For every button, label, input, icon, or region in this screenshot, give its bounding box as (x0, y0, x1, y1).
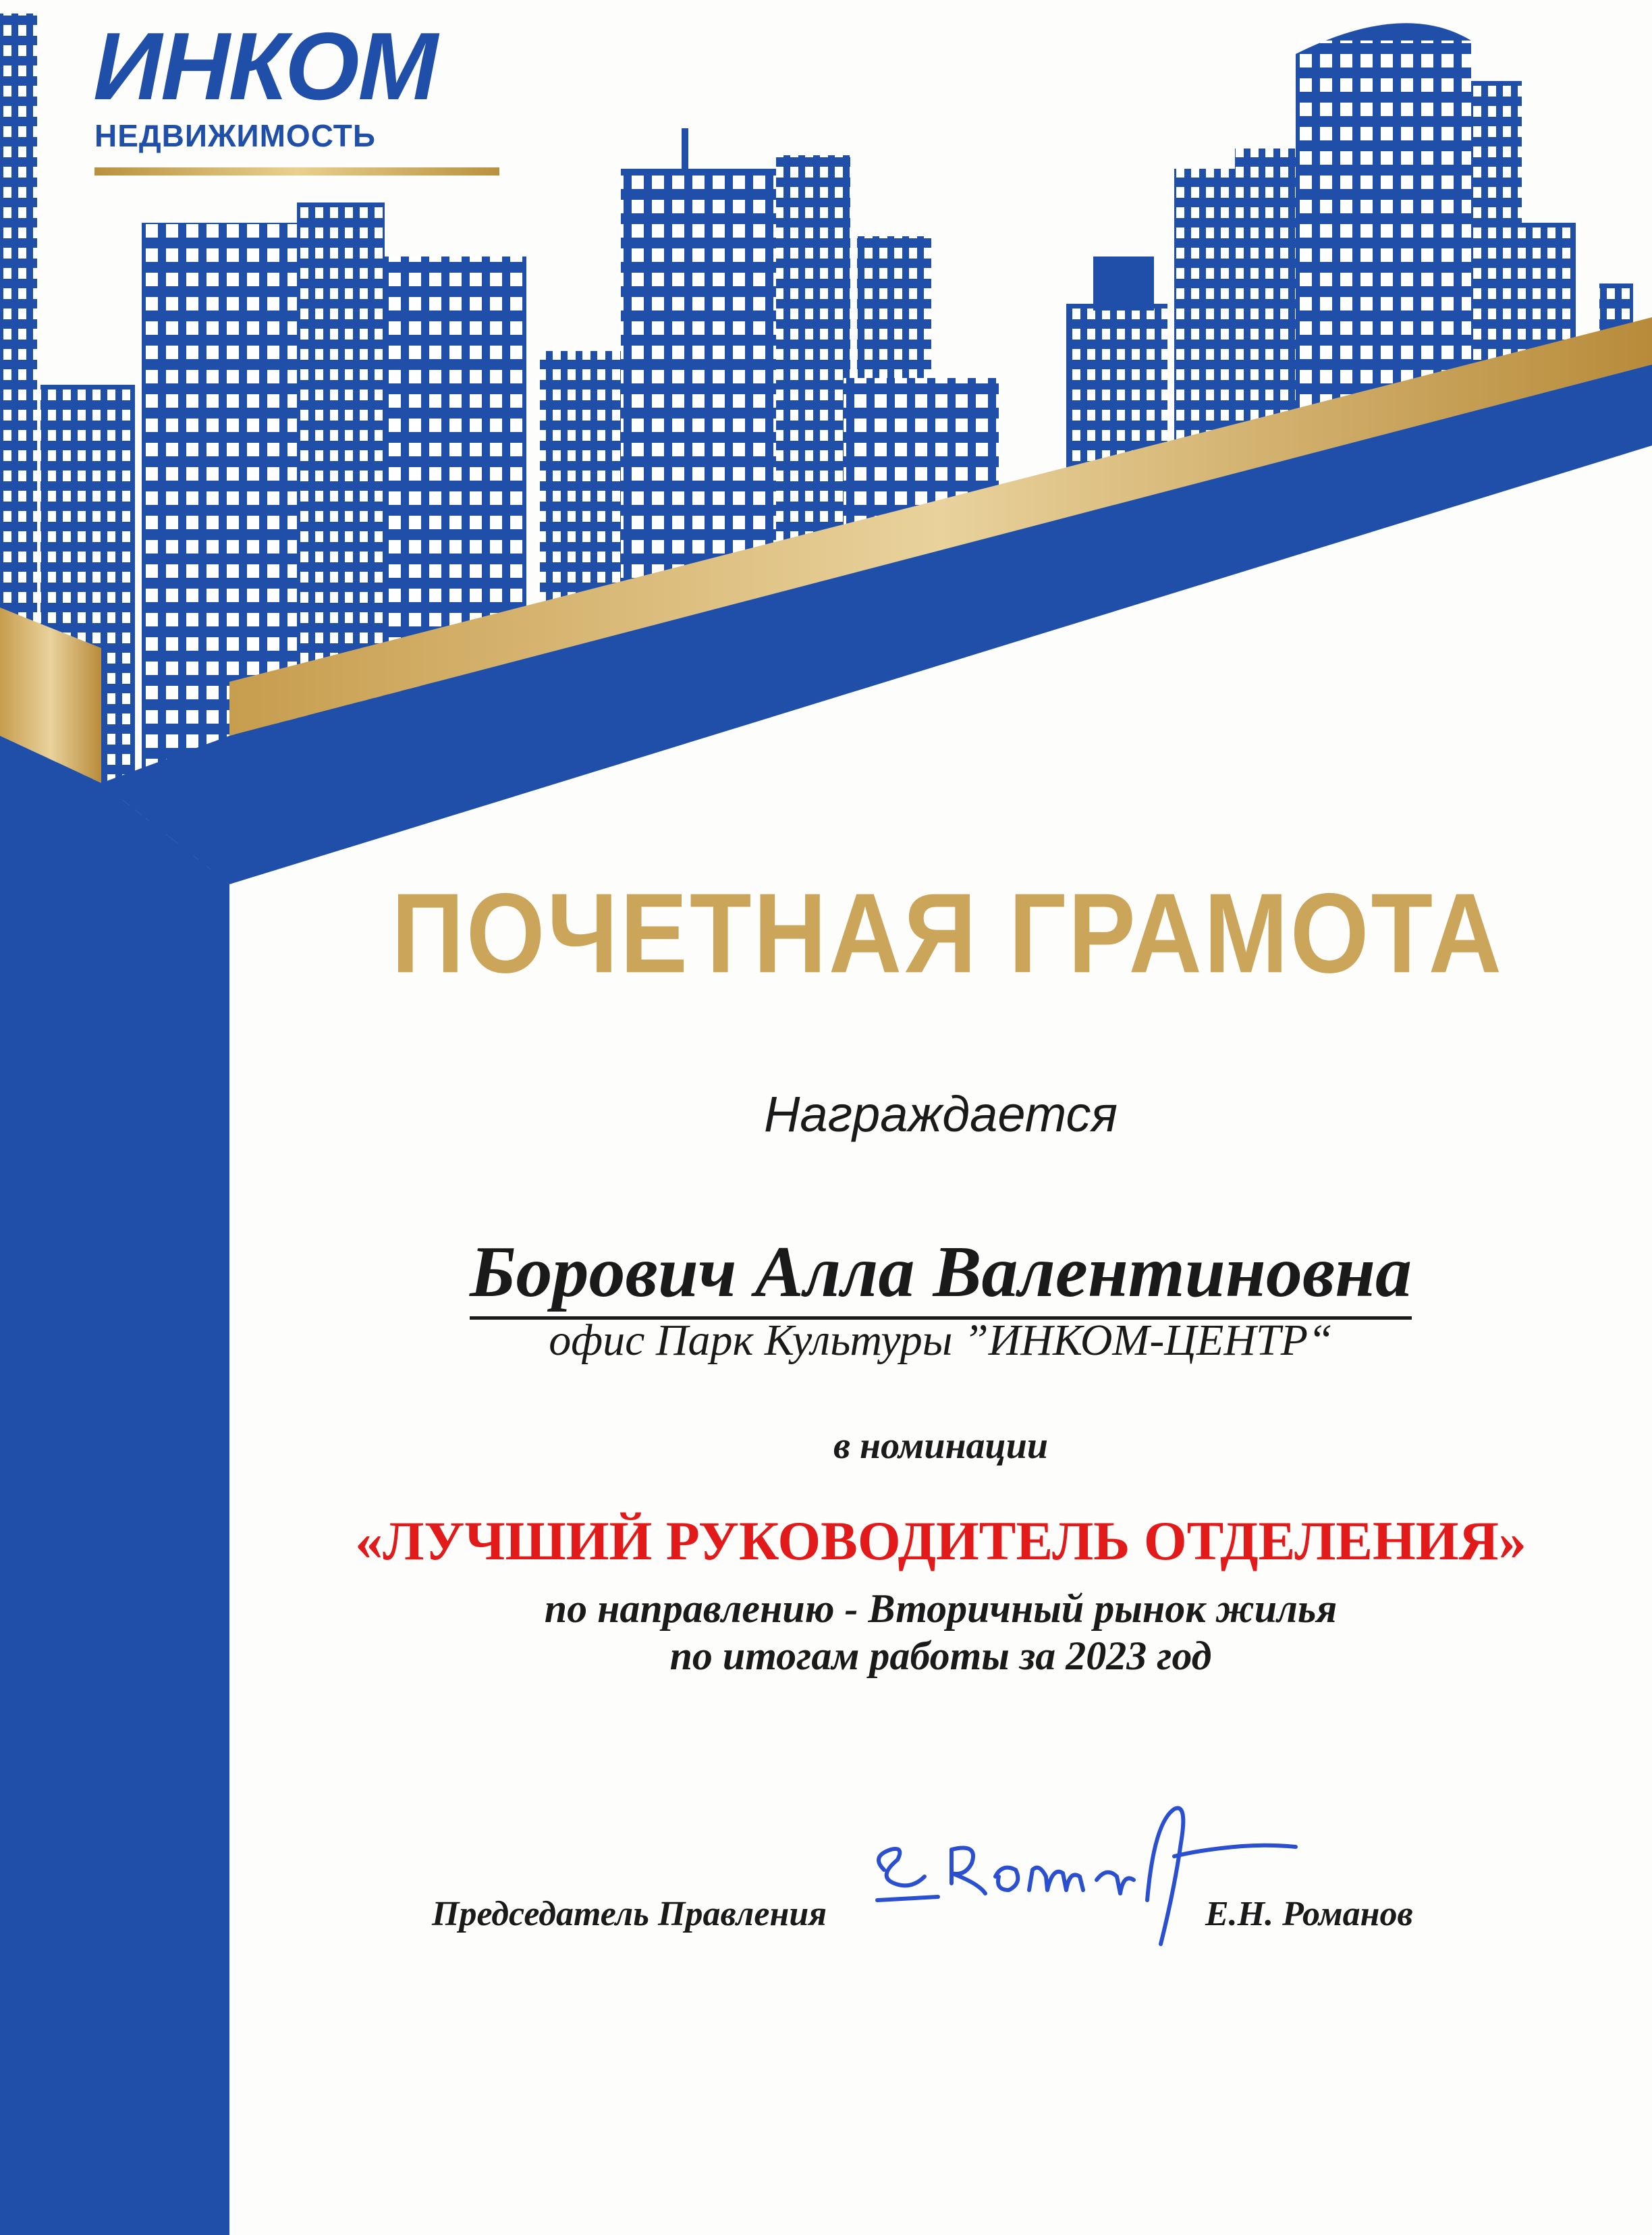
signatory-position: Председатель Правления (432, 1895, 827, 1933)
recipient-name-line (229, 1233, 1652, 1313)
recipient-name: Борович Алла Валентиновна (470, 1232, 1412, 1320)
recipient-office: офис Парк Культуры ”ИНКОМ-ЦЕНТР“ (549, 1316, 1333, 1365)
nomination-title: «ЛУЧШИЙ РУКОВОДИТЕЛЬ ОТДЕЛЕНИЯ» (355, 1510, 1526, 1571)
certificate-title: ПОЧЕТНАЯ ГРАМОТА (391, 869, 1504, 997)
signatory-name: Е.Н. Романов (1205, 1895, 1413, 1933)
awarded-label: Награждается (763, 1086, 1118, 1142)
logo-underline (94, 167, 499, 176)
brand-logo: ИНКОМ (93, 13, 437, 120)
nomination-period: по итогам работы за 2023 год (669, 1634, 1212, 1678)
brand-logo-subtitle: НЕДВИЖИМОСТЬ (94, 118, 376, 153)
nomination-label: в номинации (833, 1425, 1048, 1467)
nomination-direction: по направлению - Вторичный рынок жилья (544, 1586, 1338, 1631)
